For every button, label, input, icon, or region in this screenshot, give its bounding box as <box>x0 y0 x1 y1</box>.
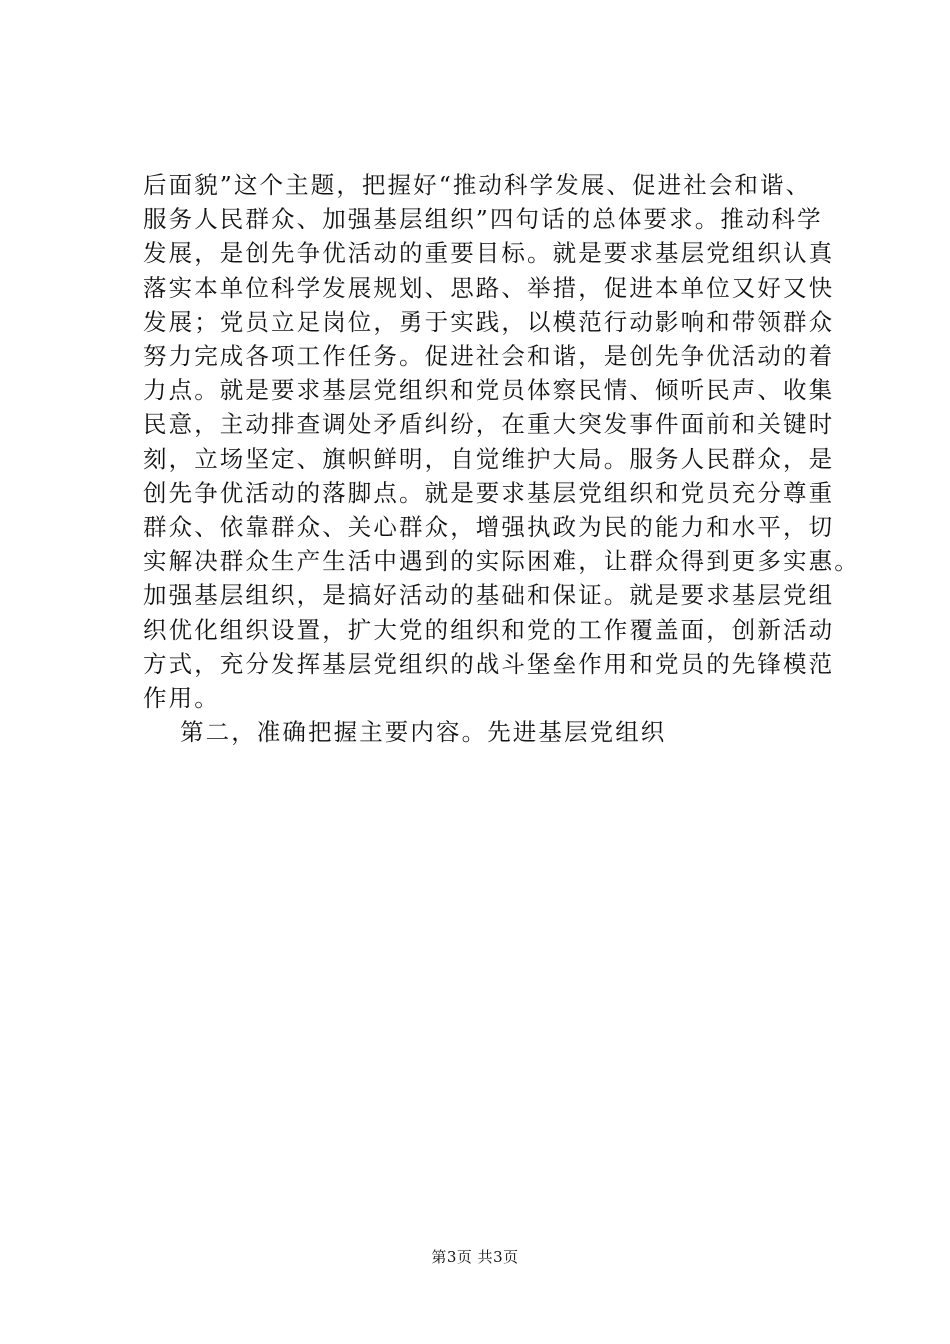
text-line: 加强基层组织，是搞好活动的基础和保证。就是要求基层党组 <box>143 581 835 610</box>
text-line: 力点。就是要求基层党组织和党员体察民情、倾听民声、收集 <box>143 376 835 405</box>
text-line: 实解决群众生产生活中遇到的实际困难，让群众得到更多实惠。 <box>143 547 860 576</box>
text-line: 刻，立场坚定、旗帜鲜明，自觉维护大局。服务人民群众，是 <box>143 444 835 473</box>
text-line: 后面貌”这个主题，把握好“推动科学发展、促进社会和谐、 <box>143 171 812 199</box>
text-line: 服务人民群众、加强基层组织”四句话的总体要求。推动科学 <box>143 205 823 234</box>
page-number-label: 第3页 共3页 <box>431 1248 519 1266</box>
text-line: 落实本单位科学发展规划、思路、举措，促进本单位又好又快 <box>143 273 835 302</box>
paragraph-start-line: 第二，准确把握主要内容。先进基层党组织 <box>180 718 667 747</box>
body-text <box>143 168 860 749</box>
page-footer <box>0 1246 950 1267</box>
text-line: 发展，是创先争优活动的重要目标。就是要求基层党组织认真 <box>143 239 835 268</box>
text-line: 作用。 <box>143 684 220 713</box>
text-line: 发展；党员立足岗位，勇于实践，以模范行动影响和带领群众 <box>143 307 835 336</box>
text-line: 群众、依靠群众、关心群众，增强执政为民的能力和水平，切 <box>143 513 835 542</box>
text-line: 努力完成各项工作任务。促进社会和谐，是创先争优活动的着 <box>143 342 835 371</box>
text-line: 织优化组织设置，扩大党的组织和党的工作覆盖面，创新活动 <box>143 615 835 644</box>
text-line: 民意，主动排查调处矛盾纠纷，在重大突发事件面前和关键时 <box>143 410 835 439</box>
text-line: 创先争优活动的落脚点。就是要求基层党组织和党员充分尊重 <box>143 478 835 507</box>
text-line: 方式，充分发挥基层党组织的战斗堡垒作用和党员的先锋模范 <box>143 649 835 678</box>
